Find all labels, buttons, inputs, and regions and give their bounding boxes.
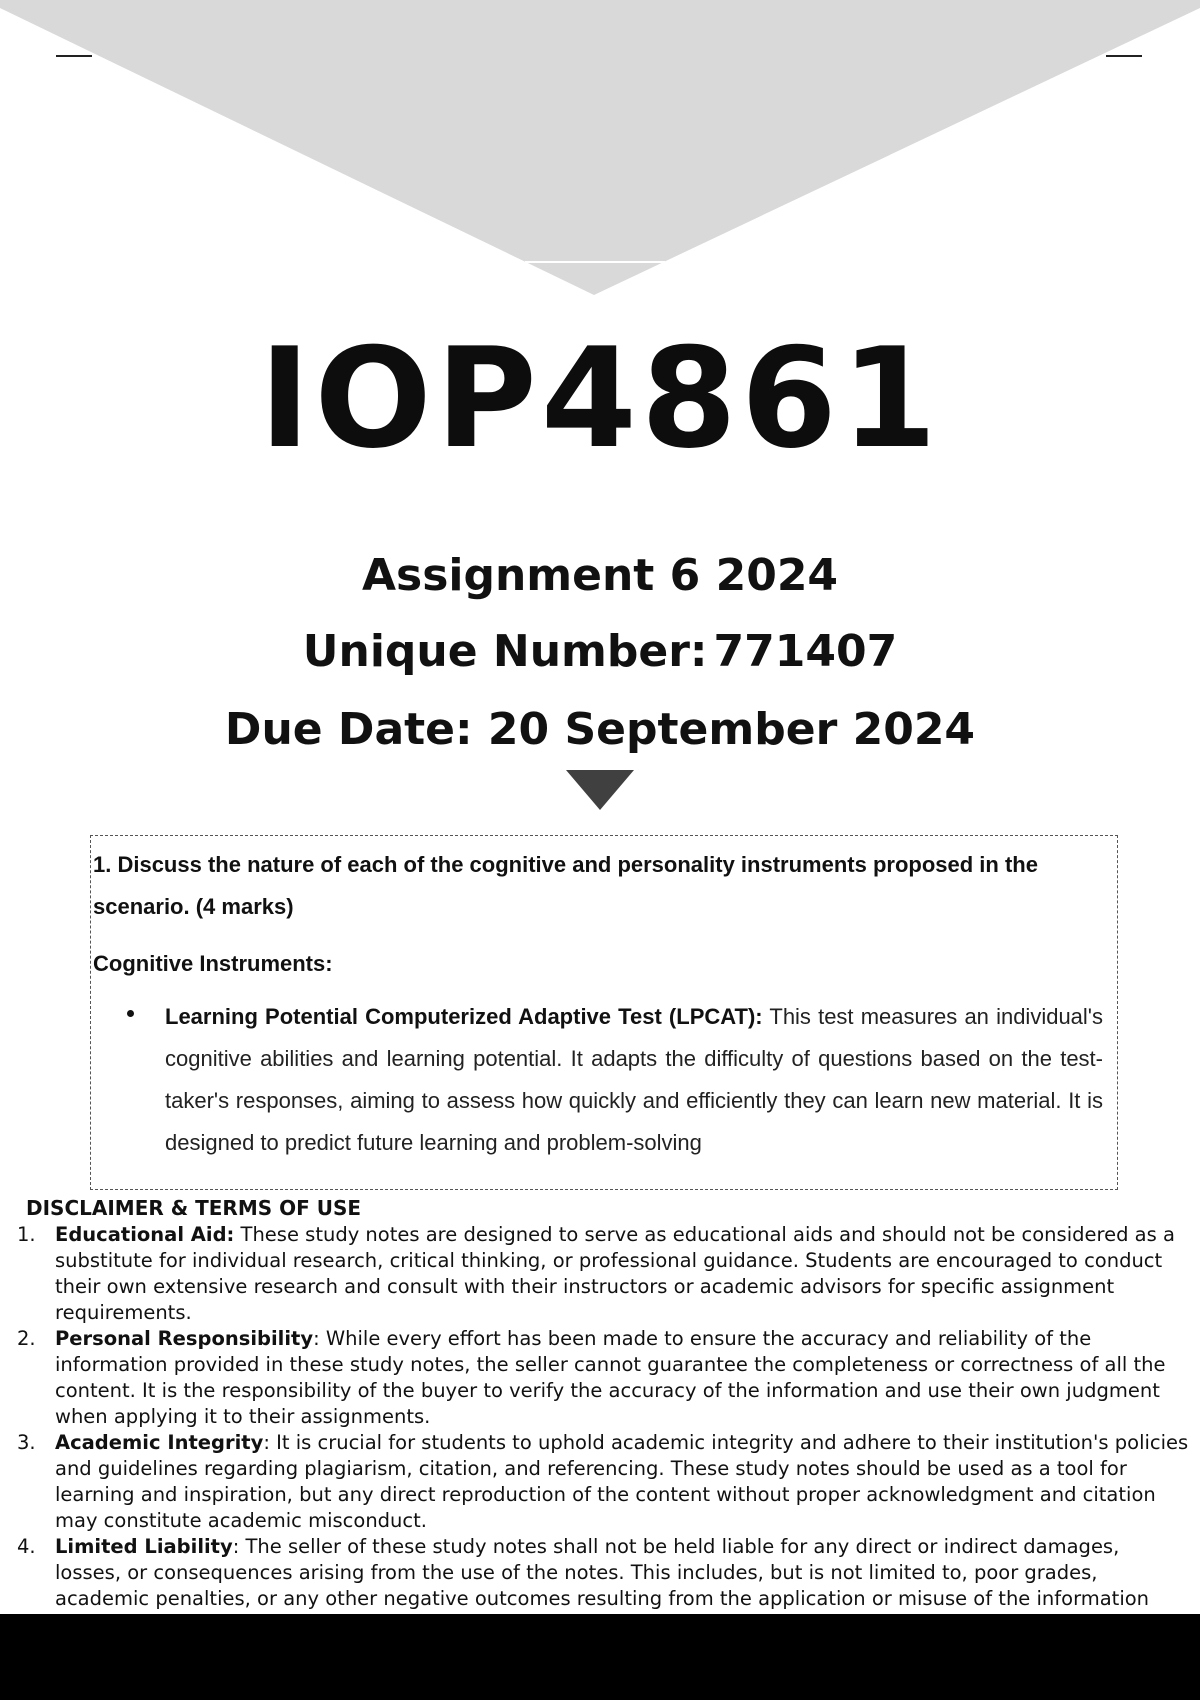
term-text: : It is crucial for students to uphold academic integrity and adhere to their institution's policies and guidelines regarding plagiarism, citation, and referencing. These study notes should be used as a tool for learning and inspiration, but any direct reproduction of the content without proper acknowledgment and citation may constitute academic misconduct. (55, 1431, 1189, 1532)
assignment-title: Assignment 6 2024 (361, 550, 839, 601)
bottom-bar (0, 1614, 1200, 1700)
down-arrow-icon (566, 770, 634, 810)
disclaimer-title: DISCLAIMER & TERMS OF USE (26, 1196, 362, 1220)
bullet-description: This test measures an individual's cognitive abilities and learning potential. It adapts the difficulty of questions based on the test-taker's responses, aiming to assess how quickly and efficiently they can learn new material. It is designed to predict future learning and problem-solving (165, 1004, 1104, 1155)
unique-number-value: 771407 (713, 626, 898, 677)
term-text: : The seller of these study notes shall not be held liable for any direct or indirect damages, losses, or consequences arising from the use of the notes. This includes, but is not limited to, poor grades, academic penalties, or any other negative outcomes resulting from the application or misuse of the information (55, 1535, 1150, 1610)
term-heading: Limited Liability (55, 1535, 233, 1558)
term-body (55, 1430, 1190, 1534)
term-text: : While every effort has been made to ensure the accuracy and reliability of the information provided in these study notes, the seller cannot guarantee the completeness or correctness of all the content. It is the responsibility of the buyer to verify the accuracy of the information and use their own judgment when applying it to their assignments. (55, 1327, 1166, 1428)
term-number: 2. (17, 1327, 36, 1350)
due-date: Due Date: 20 September 2024 (224, 704, 976, 755)
term-heading: Personal Responsibility (55, 1327, 314, 1350)
unique-number-line (0, 626, 1200, 677)
term-number: 1. (17, 1223, 36, 1246)
term-item (0, 1534, 1190, 1612)
question-title: 1. Discuss the nature of each of the cognitive and personality instruments proposed in the scenario. (4 marks) (93, 852, 1038, 919)
term-heading: Academic Integrity (55, 1431, 264, 1454)
question-preview-box (90, 835, 1118, 1190)
corner-rule-right (1106, 55, 1142, 57)
cover-chevron-graphic (0, 0, 1200, 300)
terms-list (0, 1222, 1190, 1612)
course-code: IOP4861 (259, 318, 941, 479)
corner-rule-left (56, 55, 92, 57)
term-item (0, 1222, 1190, 1326)
term-heading: Educational Aid: (55, 1223, 235, 1246)
term-number: 3. (17, 1431, 36, 1454)
term-text: These study notes are designed to serve as educational aids and should not be considered as a substitute for individual research, critical thinking, or professional guidance. Students are encouraged to conduct their own extensive research and consult with their instructors or academic advisors for specific assignment requirements. (55, 1223, 1175, 1324)
term-item (0, 1326, 1190, 1430)
term-body (55, 1534, 1190, 1612)
term-number: 4. (17, 1535, 36, 1558)
bullet-item (165, 996, 1103, 1164)
bullet-term: Learning Potential Computerized Adaptive Test (LPCAT): (165, 1004, 763, 1029)
chevron-shape (0, 0, 1200, 295)
unique-number-label: Unique Number: (302, 626, 708, 677)
term-body (55, 1326, 1190, 1430)
term-body (55, 1222, 1190, 1326)
section-heading: Cognitive Instruments: (93, 951, 333, 976)
bullet-icon (127, 1010, 134, 1017)
term-item (0, 1430, 1190, 1534)
